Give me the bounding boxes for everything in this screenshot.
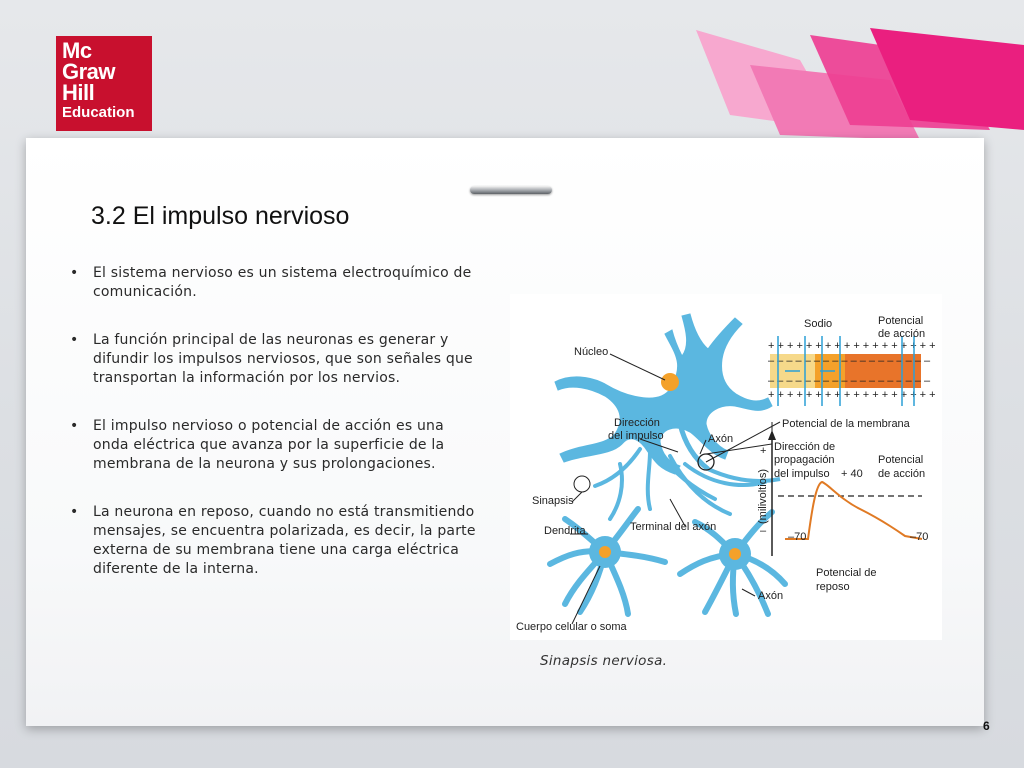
label-minus-70-left: –70 (788, 531, 807, 543)
bullet-dot: • (70, 504, 79, 520)
label-plus-40: + 40 (841, 468, 863, 480)
bullet-list (70, 264, 482, 608)
label-axon-bottom: Axón (758, 590, 784, 602)
bullet-item (70, 503, 482, 579)
card-pin-decoration (470, 186, 552, 194)
synapse-figure (510, 294, 942, 640)
label-potencial-accion-right-1: Potencial (878, 454, 924, 466)
label-axon-top: Axón (708, 433, 734, 445)
label-potencial-accion-top-2: de acción (878, 328, 926, 340)
label-direccion-impulso-1: Dirección (614, 417, 660, 429)
bullet-dot: • (70, 418, 79, 434)
label-milivoltios: (milivoltios) (757, 469, 769, 524)
bullet-dot: • (70, 265, 79, 281)
label-potencial-reposo-1: Potencial de (816, 567, 877, 579)
label-plus-sign: + (760, 445, 767, 457)
synapse-circle-marker (574, 476, 590, 492)
logo-text-mc: Mc (62, 38, 92, 63)
bullet-dot: • (70, 332, 79, 348)
label-direccion-prop-2: propagación (774, 454, 835, 466)
label-cuerpo-celular: Cuerpo celular o soma (516, 621, 627, 633)
logo-text-hill: Hill (62, 80, 95, 105)
bullet-text: La función principal de las neuronas es generar y difundir los impulsos nerviosos, que son señales que transportan la información por los nervios. (93, 332, 473, 386)
lower-left-nucleus (599, 546, 611, 558)
mcgraw-hill-logo (56, 36, 152, 131)
slide-title: 3.2 El impulso nervioso (91, 202, 350, 230)
bullet-item (70, 331, 482, 388)
label-dendrita: Dendrita (544, 525, 586, 537)
graph-y-axis-arrow (768, 430, 776, 440)
lower-right-nucleus (729, 548, 741, 560)
label-terminal-axon: Terminal del axón (630, 521, 717, 533)
page-number: 6 (983, 719, 990, 733)
label-sodio: Sodio (804, 318, 833, 330)
bullet-text: El impulso nervioso o potencial de acción es una onda eléctrica que avanza por la superficie de la membrana de la neurona y sus prolongaciones. (93, 418, 445, 472)
label-direccion-prop-3: del impulso (774, 468, 830, 480)
label-nucleo: Núcleo (574, 346, 609, 358)
plus-row-bottom: + + + + + + + + + + + + + + + + + + (768, 389, 936, 401)
minus-row-bottom: – – – – – – – – – – – – – – – – – – (768, 375, 931, 387)
label-potencial-membrana: Potencial de la membrana (782, 418, 910, 430)
upper-nucleus (661, 373, 679, 391)
label-direccion-impulso-2: del impulso (608, 430, 664, 442)
label-minus-sign: – (760, 525, 767, 537)
axon-terminal-branches (595, 449, 765, 519)
bullet-item (70, 264, 482, 302)
upper-neuron (555, 314, 780, 481)
label-potencial-accion-right-2: de acción (878, 468, 926, 480)
label-sinapsis: Sinapsis (532, 495, 574, 507)
synapse-diagram (510, 294, 942, 640)
minus-row-top: – – – – – – – – – – – – – – – – – – (768, 355, 931, 367)
label-potencial-accion-top-1: Potencial (878, 315, 924, 327)
logo-text-education: Education (62, 104, 135, 121)
label-direccion-prop-1: Dirección de (774, 441, 836, 453)
bullet-text: El sistema nervioso es un sistema electroquímico de comunicación. (93, 265, 472, 300)
label-minus-70-right: –70 (910, 531, 929, 543)
logo-text-graw: Graw (62, 59, 116, 84)
pink-ribbon-decoration (690, 20, 1024, 150)
figure-caption: Sinapsis nerviosa. (540, 653, 668, 669)
plus-row-top: + + + + + + + + + + + + + + + + + + (768, 340, 936, 352)
bullet-text: La neurona en reposo, cuando no está transmitiendo mensajes, se encuentra polarizada, es decir, la parte externa de su membrana tiene una carga eléctrica diferente de la interna. (93, 504, 476, 577)
label-potencial-reposo-2: reposo (816, 581, 850, 593)
bullet-item (70, 417, 482, 474)
